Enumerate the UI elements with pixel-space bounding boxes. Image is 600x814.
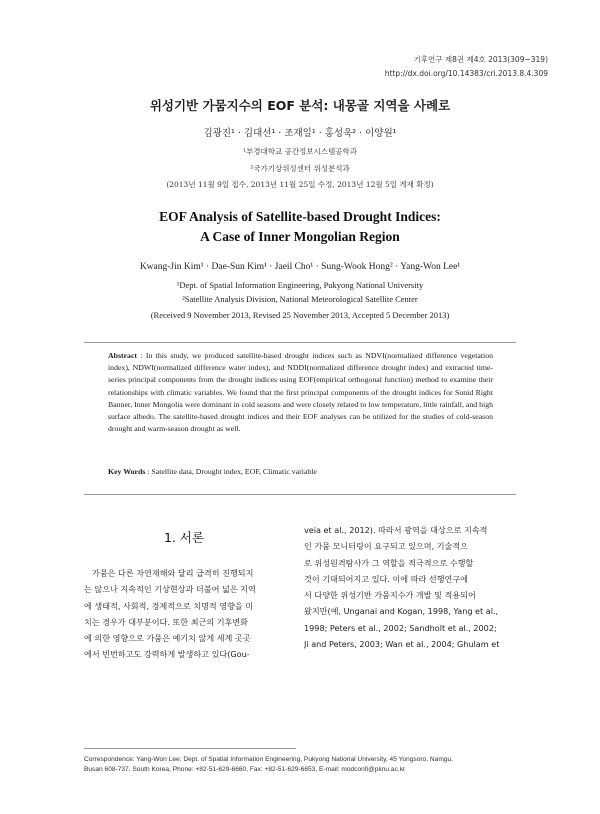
footnote-line-1: Correspondence: Yang-Won Lee, Dept. of Spatial Information Engineering, Pukyong National University, 45 Yongsoro, Namgu,	[84, 756, 453, 763]
korean-authors: 김광진¹ · 김대선¹ · 조재일¹ · 홍성욱² · 이양원¹	[203, 128, 397, 139]
body-line: 1998; Peters et al., 2002; Sandholt et al., 2002;	[304, 622, 497, 633]
footnote-rule	[84, 748, 296, 749]
english-title-line-2: A Case of Inner Mongolian Region	[200, 229, 400, 244]
body-line: 로 위성원격탐사가 그 역할을 적극적으로 수행할	[304, 557, 474, 568]
abstract-label: Abstract	[108, 351, 138, 360]
body-line: 인 가뭄 모니터링이 요구되고 있으며, 기술적으	[304, 541, 468, 552]
abstract-text: : In this study, we produced satellite-based drought indices such as NDVI(normalized difference vegetation index), NDWI(normalized difference water index), and NDDI(normalized difference drought index) and extracted time-series principal components from the drought indices using EOF(empirical orthogonal function) method to examine their relationships with climatic variables. We found that the first principal components of the drought indices for Sonid Right Banner, Inner Mongolia were dominant in cold seasons and were closely related to low temperature, little rainfall, and high surface albedo. The satellite-based drought indices and their EOF analyses can be utilized for the studies of cold-season drought and warm-season drought as well.	[108, 351, 493, 434]
korean-title: 위성기반 가뭄지수의 EOF 분석: 내몽골 지역을 사례로	[149, 98, 451, 113]
body-left-column	[84, 565, 296, 663]
body-line: Ji and Peters, 2003; Wan et al., 2004; Ghulam et	[304, 639, 500, 650]
body-line: 치는 경우가 대부분이다. 또한 최근의 기후변화	[84, 616, 248, 627]
body-line: veia et al., 2012). 따라서 광역을 대상으로 지속적	[304, 525, 488, 535]
body-right-column	[304, 522, 516, 652]
body-line: 에 생태적, 사회적, 경제적으로 치명적 영향을 미	[84, 600, 254, 611]
body-line: 에 의한 영향으로 가뭄은 예기치 않게 세계 곳곳	[84, 633, 251, 644]
abstract	[108, 350, 493, 435]
correspondence-footnote	[84, 755, 524, 775]
doi-link[interactable]: http://dx.doi.org/10.14383/cri.2013.8.4.309	[384, 69, 548, 78]
body-line: 왔지만(예, Unganai and Kogan, 1998, Yang et al.,	[304, 606, 499, 617]
body-line: 에서 빈번하고도 강력하게 발생하고 있다(Gou-	[84, 649, 250, 660]
korean-affiliation-1: ¹부경대학교 공간정보시스템공학과	[242, 147, 358, 156]
korean-dates: (2013년 11월 9일 접수, 2013년 11월 25일 수정, 2013년 12월 5일 게재 확정)	[166, 180, 434, 189]
body-line: 가뭄은 다른 자연재해와 달리 급격히 진행되지	[92, 568, 254, 578]
abstract-top-rule	[84, 342, 516, 343]
english-affiliation-1: ¹Dept. of Spatial Information Engineering, Pukyong National University	[176, 280, 424, 290]
english-title-line-1: EOF Analysis of Satellite-based Drought Indices:	[159, 209, 441, 224]
body-line: 서 다양한 위성기반 가뭄지수가 개발 및 적용되어	[304, 590, 476, 601]
korean-affiliation-2: ²국가기상위성센터 위성분석과	[250, 164, 350, 173]
english-dates: (Received 9 November 2013, Revised 25 November 2013, Accepted 5 December 2013)	[150, 310, 450, 320]
english-authors: Kwang-Jin Kim¹ · Dae-Sun Kim¹ · Jaeil Cho¹ · Sung-Wook Hong² · Yang-Won Lee¹	[139, 262, 461, 272]
keywords	[108, 466, 493, 478]
section-heading: 1. 서론	[163, 530, 205, 545]
keywords-text: : Satellite data, Drought index, EOF, Climatic variable	[145, 467, 317, 476]
english-affiliation-2: ²Satellite Analysis Division, National Meteorological Satellite Center	[182, 294, 418, 304]
abstract-bottom-rule	[84, 494, 516, 495]
keywords-label: Key Words	[108, 467, 146, 476]
footnote-line-2: Busan 608-737, South Korea, Phone: +82-51-629-6660, Fax: +82-51-629-6653, E-mail: modconfi@pknu.ac.kr	[84, 766, 406, 773]
body-line: 는 않으나 지속적인 기상현상과 더불어 넓은 지역	[84, 584, 256, 595]
body-line: 것이 기대되어지고 있다. 이에 따라 선행연구에	[304, 573, 468, 584]
journal-info: 기후연구 제8권 제4호 2013(309~319)	[413, 55, 548, 64]
